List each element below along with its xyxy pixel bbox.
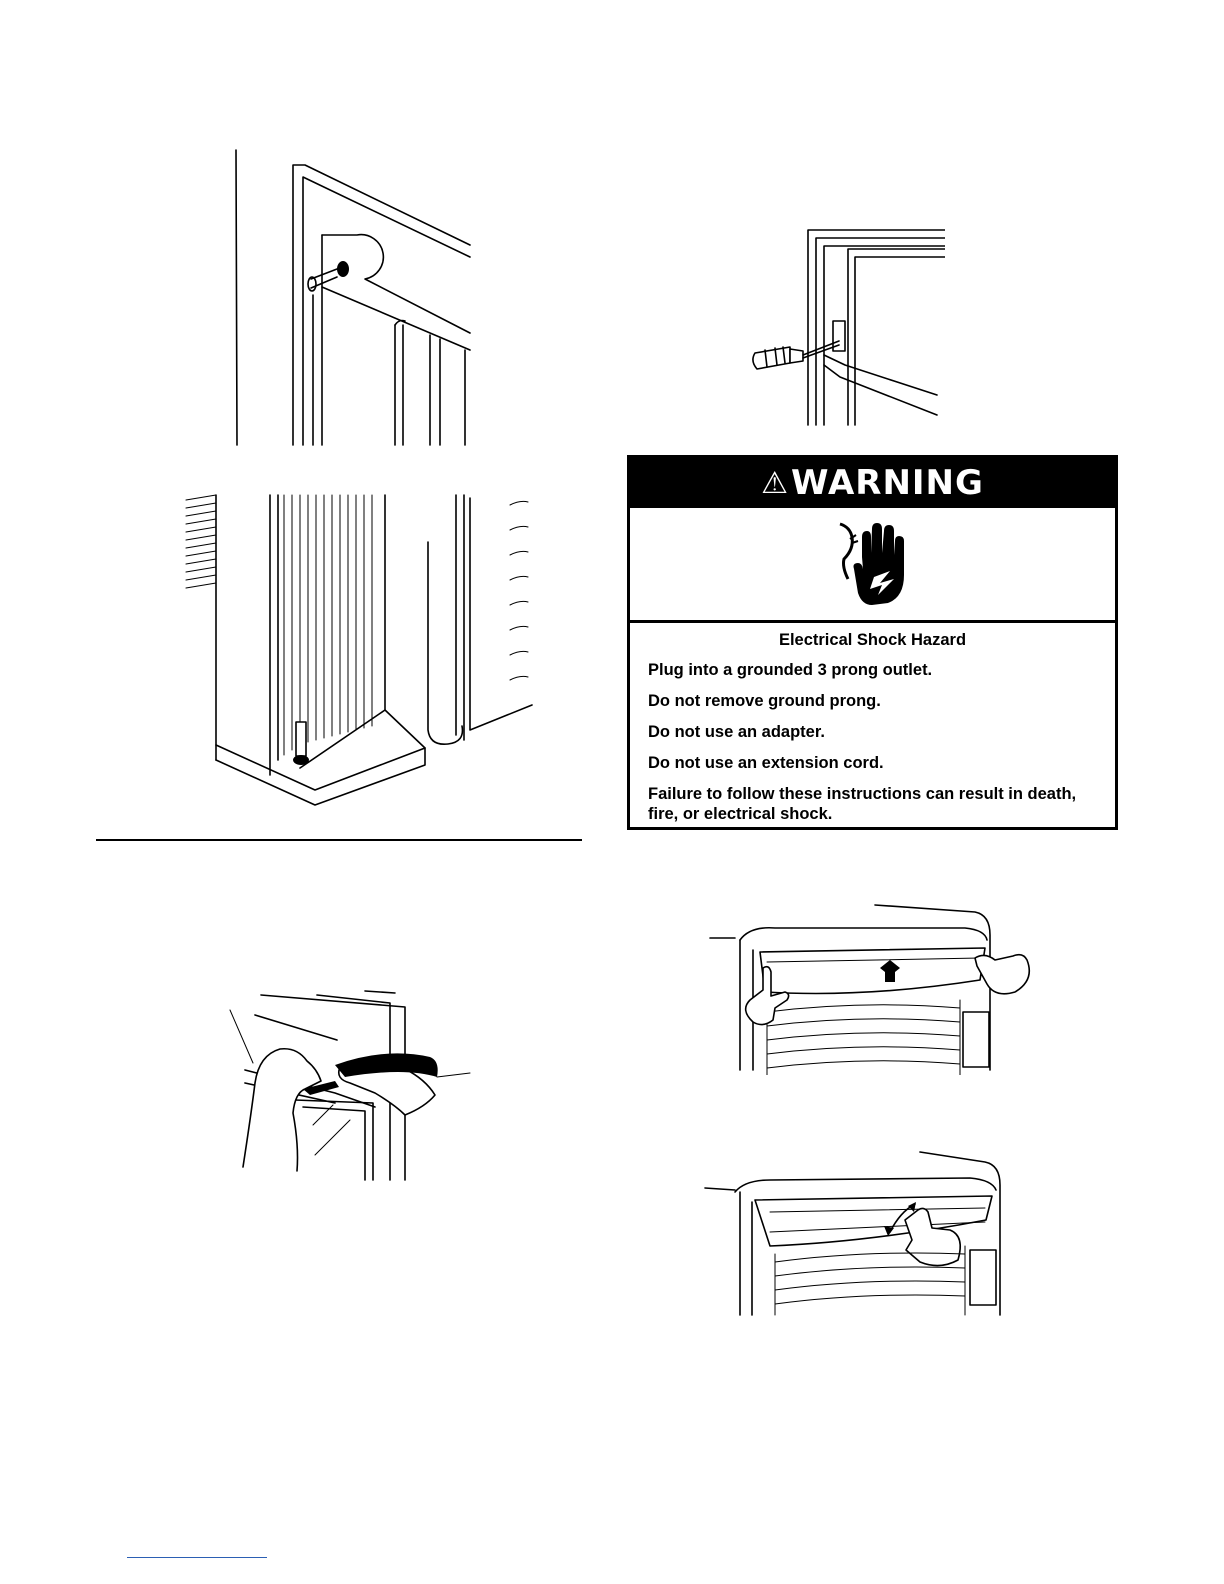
unit-base-screw-illustration — [180, 490, 540, 810]
warning-line: Do not use an extension cord. — [648, 754, 884, 772]
screwdriver-window-illustration — [745, 225, 945, 430]
window-frame-screw-illustration — [225, 145, 485, 450]
electrical-shock-hand-icon — [630, 508, 1115, 623]
window-sash-hands-illustration — [225, 985, 475, 1185]
hazard-title: Electrical Shock Hazard — [778, 631, 967, 649]
warning-triangle-icon: ⚠ — [761, 465, 789, 501]
warning-line: Plug into a grounded 3 prong outlet. — [648, 661, 933, 679]
front-panel-push-illustration — [705, 900, 1035, 1075]
warning-line: Do not use an adapter. — [648, 723, 825, 741]
front-panel-lift-illustration — [700, 1150, 1030, 1320]
warning-box — [627, 455, 1118, 830]
warning-text — [630, 623, 1115, 827]
warning-line: Failure to follow these instructions can result in death, fire, or electrical shock. — [648, 785, 1077, 823]
section-divider — [96, 839, 582, 841]
warning-line: Do not remove ground prong. — [648, 692, 881, 710]
warning-header — [630, 458, 1115, 508]
warning-title: WARNING — [790, 463, 984, 503]
footer-link-underline[interactable] — [127, 1557, 267, 1558]
